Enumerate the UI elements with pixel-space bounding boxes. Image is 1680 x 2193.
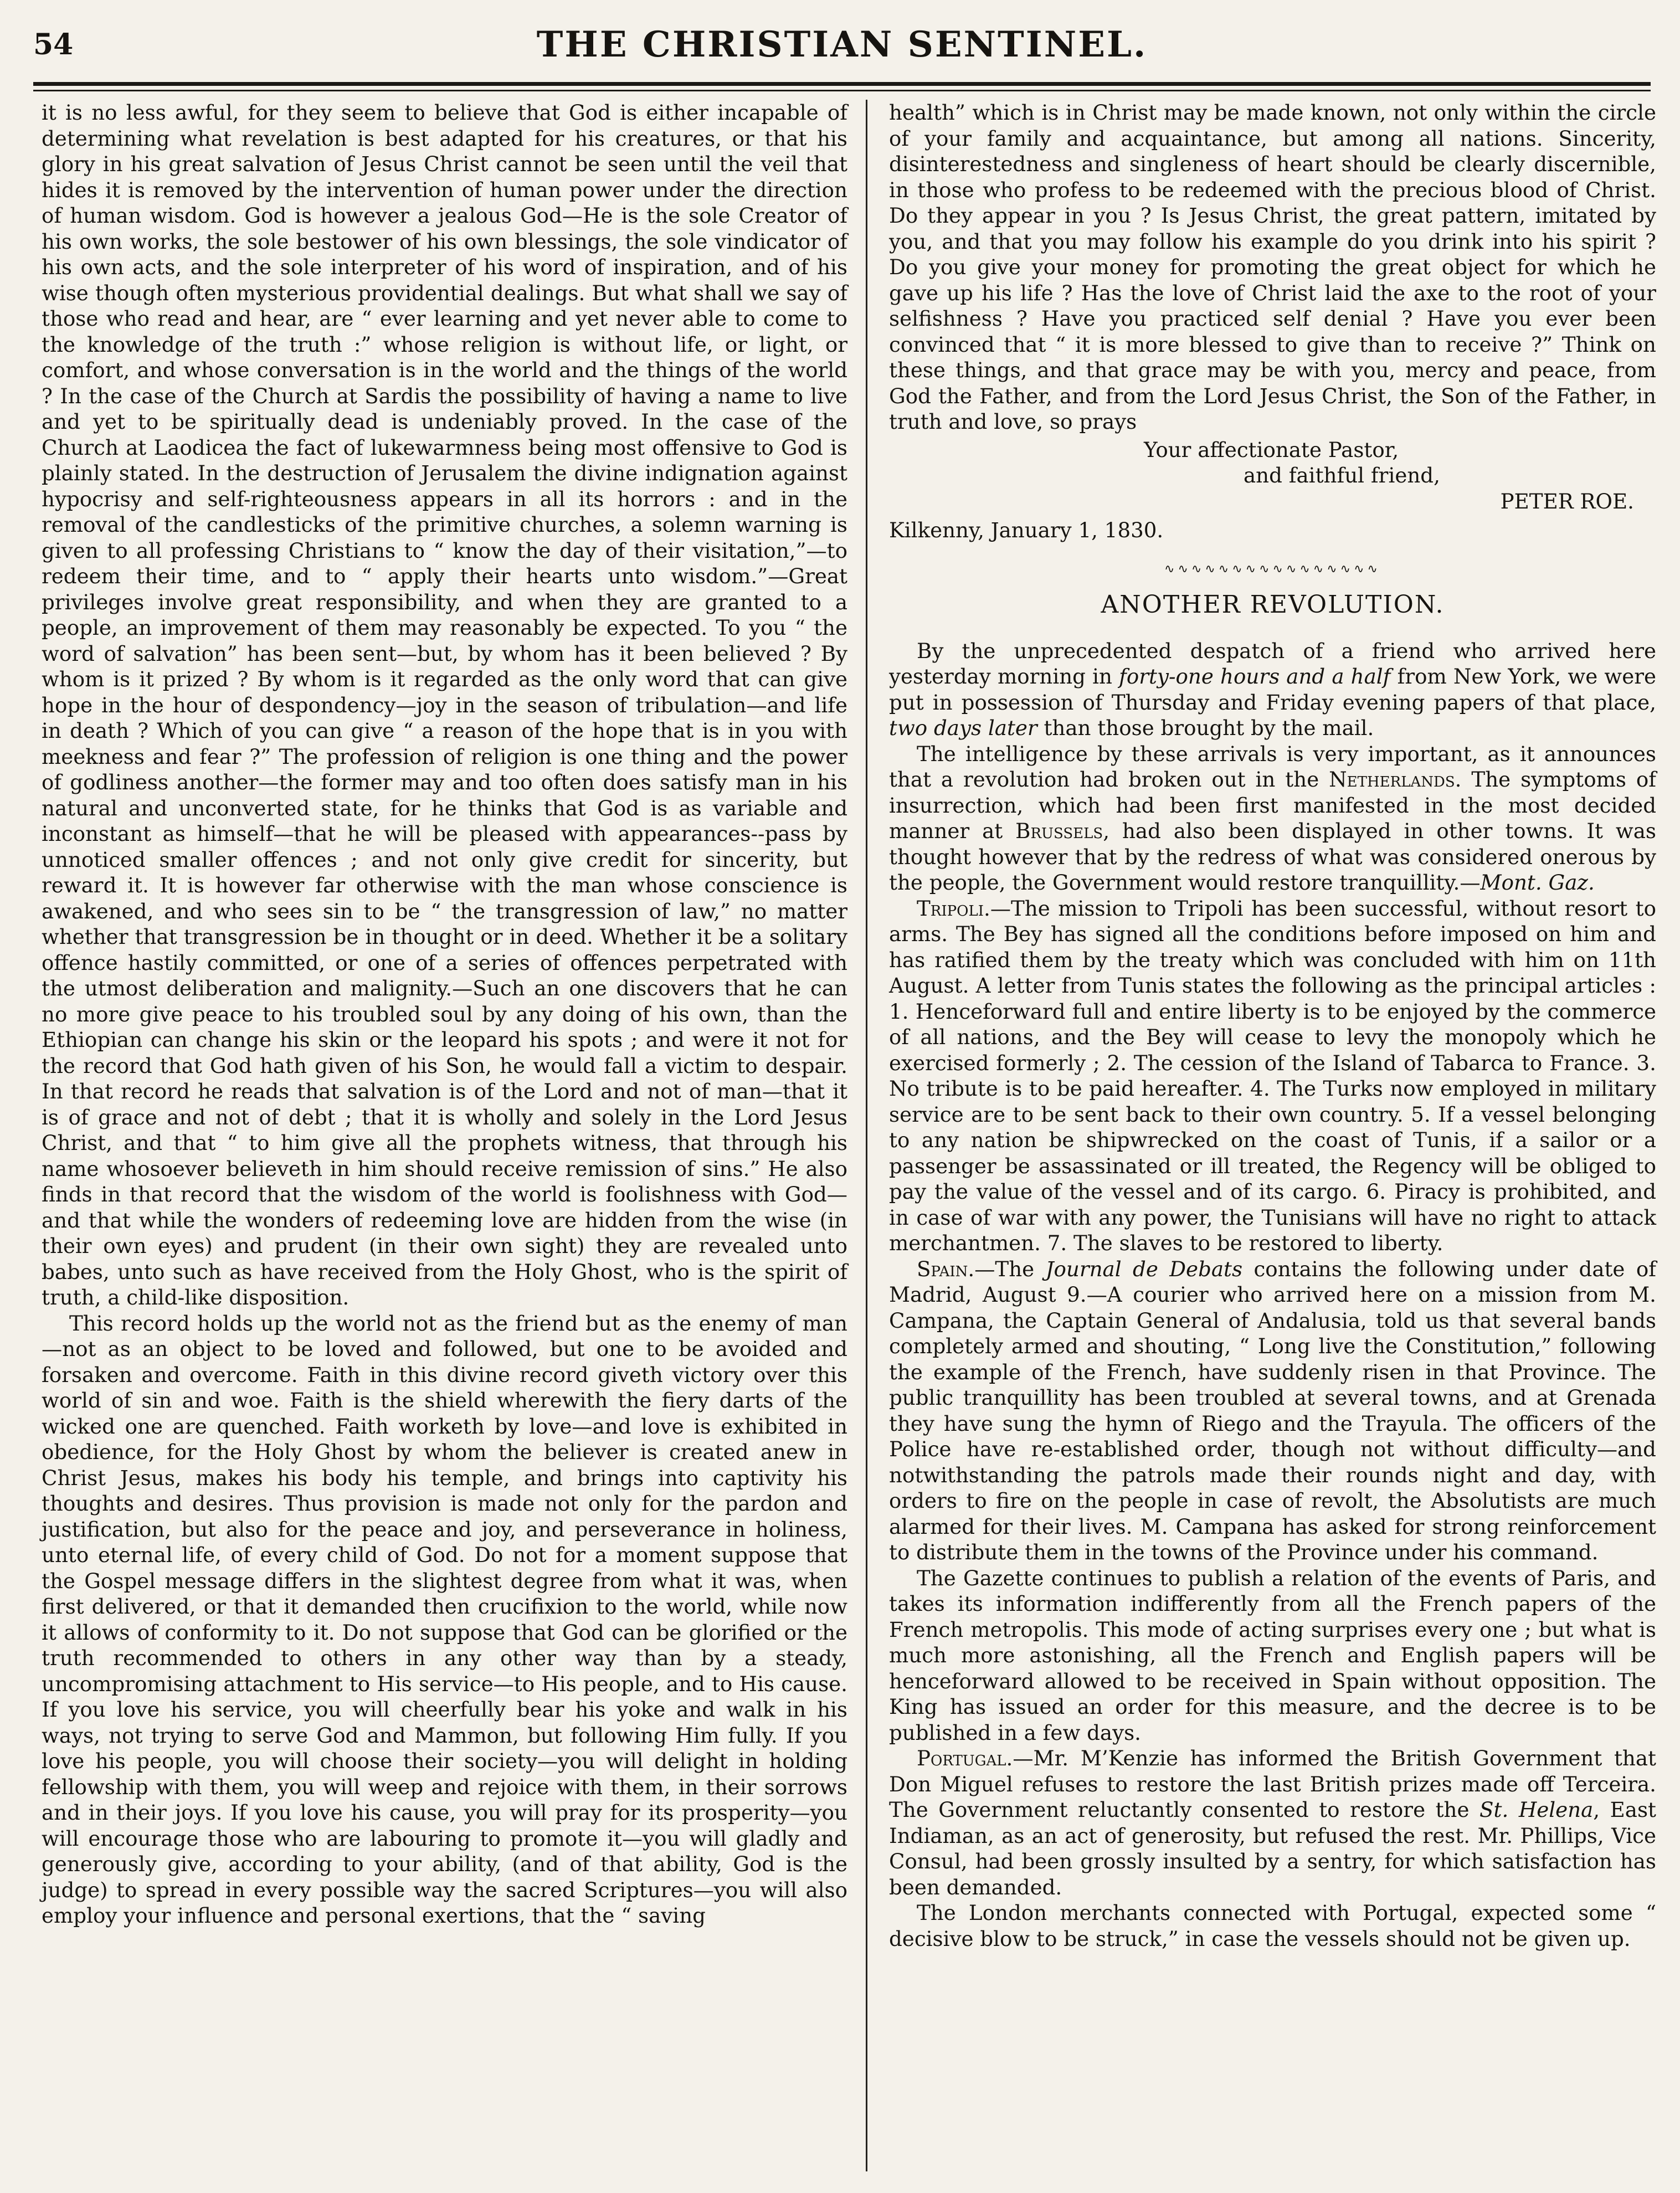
- letter-paragraph-2: This record holds up the world not as the friend but as the enemy of man—not as an object to be loved and followed, but one to be avoided and forsaken and overcome. Faith in this divine record giveth victory over this world of sin and woe. Faith is the shield wherewith the fiery darts of the wicked one are quenched. Faith worketh by love—and love is exhibited in obedience, for the Holy Ghost by whom the believer is created anew in Christ Jesus, makes his body his temple, and brings into captivity his thoughts and desires. Thus provision is made not only for the pardon and justification, but also for the peace and joy, and perseverance in holiness, unto eternal life, of every child of God. Do not for a moment suppose that the Gospel message differs in the slightest degree from what it was, when first delivered, or that it demanded then crucifixion to the world, while now it allows of conformity to it. Do not suppose that God can be glorified or the truth recommended to others in any other way than by a steady, uncompromising attachment to His service—to His people, and to His cause. If you love his service, you will cheerfully bear his yoke and walk in his ways, not trying to serve God and Mammon, but following Him fully. If you love his people, you will choose their society—you will delight in holding fellowship with them, you will weep and rejoice with them, in their sorrows and in their joys. If you love his cause, you will pray for its prosperity—you will encourage those who are labouring to promote it—you will gladly and generously give, according to your ability, (and of that ability, God is the judge) to spread in every possible way the sacred Scriptures—you will also employ your influence and personal exertions, that the “ saving: [42, 1311, 847, 1928]
- intro-emphasis-2: two days later: [889, 716, 1037, 740]
- page-number: 54: [33, 27, 74, 61]
- column-divider: [866, 100, 867, 2171]
- ship-name: St. Helena: [1479, 1797, 1594, 1822]
- header-thin-rule: [33, 90, 1651, 91]
- article-portugal: Portugal.—Mr. M’Kenzie has informed the British Government that Don Miguel refuses to restore the last British prizes made off Terceira. The Government reluctantly consented to restore the St. Helena, East Indiaman, as an act of generosity, but refused the rest. Mr. Phillips, Vice Consul, had been grossly insulted by a sentry, for which satisfaction has been demanded.: [889, 1746, 1656, 1899]
- article-spain: Spain.—The Journal de Debats contains the following under date of Madrid, August 9.—A courier who arrived here on a mission from M. Campana, the Captain General of Andalusia, told us that several bands completely armed and shouting, “ Long live the Constitution,” following the example of the French, have suddenly risen in that Province. The public tranquillity has been troubled at several towns, and at Grenada they have sung the hymn of Riego and the Trayula. The officers of the Police have re-established order, though not without difficulty—and notwithstanding the patrols made their rounds night and day, with orders to fire on the people in case of revolt, the Absolutists are much alarmed for their lives. M. Campana has asked for strong reinforcement to distribute them in the towns of the Province under his command.: [889, 1256, 1657, 1564]
- article-tripoli: Tripoli.—The mission to Tripoli has been successful, without resort to arms. The Bey has signed all the conditions before imposed on him and has ratified them by the treaty which was concluded with him on 11th August. A letter from Tunis states the following as the principal articles : 1. Henceforward full and entire liberty is to be enjoyed by the commerce of all nations, and the Bey will cease to levy the monopoly which he exercised formerly ; 2. The cession of the Island of Tabarca to France. 3. No tribute is to be paid hereafter. 4. The Turks now employed in military service are to be sent back to their own country. 5. If a vessel belonging to any nation be shipwrecked on the coast of Tunis, if a sailor or a passenger be assassinated or ill treated, the Regency will be obliged to pay the value of the vessel and of its cargo. 6. Piracy is prohibited, and in case of war with any power, the Tunisians will have no right to attack merchantmen. 7. The slaves to be restored to liberty.: [889, 896, 1656, 1255]
- section-title: ANOTHER REVOLUTION.: [1101, 590, 1445, 619]
- article-netherlands: The intelligence by these arrivals is very important, as it announces that a revolution had broken out in the Netherlands. The symptoms of insurrection, which had been first manifested in the most decided manner at Brussels, had also been displayed in other towns. It was thought however that by the redress of what was considered onerous by the people, the Government would restore tranquillity.—Mont. Gaz.: [889, 741, 1656, 895]
- dateline-spain: Spain: [917, 1256, 968, 1281]
- dateline-portugal: Portugal: [917, 1746, 1006, 1770]
- signature-closing: Your affectionate Pastor,: [1144, 437, 1399, 462]
- signature-closing-2: and faithful friend,: [1244, 463, 1440, 487]
- masthead-title: THE CHRISTIAN SENTINEL.: [536, 23, 1148, 65]
- page-header: [33, 17, 1651, 72]
- place-netherlands: Netherlands: [1329, 767, 1455, 792]
- left-column: [42, 100, 847, 1929]
- journal-name: Journal de Debats: [1045, 1256, 1243, 1281]
- signature-name: PETER ROE.: [1500, 489, 1634, 513]
- dateline: Kilkenny, January 1, 1830.: [889, 518, 1164, 542]
- place-brussels: Brussels: [1015, 819, 1103, 843]
- intro-emphasis-1: forty-one hours and a half: [1119, 664, 1391, 689]
- right-column: [889, 100, 1656, 1951]
- letter-continuation: health” which is in Christ may be made known, not only within the circle of your family and acquaintance, but among all nations. Sincerity, disinterestedness and singleness of heart should be clearly discernible, in those who profess to be redeemed with the precious blood of Christ. Do they appear in you ? Is Jesus Christ, the great pattern, imitated by you, and that you may follow his example do you drink into his spirit ? Do you give your money for promoting the great object for which he gave up his life ? Has the love of Christ laid the axe to the root of your selfishness ? Have you practiced self denial ? Have you ever been convinced that “ it is more blessed to give than to receive ?” Think on these things, and that grace may be with you, mercy and peace, from God the Father, and from the Lord Jesus Christ, the Son of the Father, in truth and love, so prays: [889, 100, 1656, 434]
- article-intro: By the unprecedented despatch of a friend who arrived here yesterday morning in forty-one hours and a half from New York, we were put in possession of Thursday and Friday evening papers of that place, two days later than those brought by the mail.: [889, 638, 1656, 740]
- article-london: The London merchants connected with Portugal, expected some “ decisive blow to be struck,” in case the vessels should not be given up.: [889, 1901, 1656, 1951]
- letter-paragraph-1: it is no less awful, for they seem to believe that God is either incapable of determining what revelation is best adapted for his creatures, or that his glory in his great salvation of Jesus Christ cannot be seen until the veil that hides it is removed by the intervention of human power under the direction of human wisdom. God is however a jealous God—He is the sole Creator of his own works, the sole bestower of his own blessings, the sole vindicator of his own acts, and the sole interpreter of his word of inspiration, and of his wise though often mysterious providential dealings. But what shall we say of those who read and hear, are “ ever learning and yet never able to come to the knowledge of the truth :” whose religion is without life, or light, or comfort, and whose conversation is in the world and the things of the world ? In the case of the Church at Sardis the possibility of having a name to live and yet to be spiritually dead is undeniably proved. In the case of the Church at Laodicea the fact of lukewarmness being most offensive to God is plainly stated. In the destruction of Jerusalem the divine indignation against hypocrisy and self-righteousness appears in all its horrors : and in the removal of the candlesticks of the primitive churches, a solemn warning is given to all professing Christians to “ know the day of their visitation,”—to redeem their time, and to “ apply their hearts unto wisdom.”—Great privileges involve great responsibility, and when they are granted to a people, an improvement of them may reasonably be expected. To you “ the word of salvation” has been sent—but, by whom has it been believed ? By whom is it prized ? By whom is it regarded as the only word that can give hope in the hour of despondency—joy in the season of tribulation—and life in death ? Which of you can give “ a reason of the hope that is in you with meekness and fear ?” The profession of religion is one thing and the power of godliness another—the former may and too often does satisfy man in his natural and unconverted state, for he thinks that God is as variable and inconstant as himself—that he will be pleased with appearances--pass by unnoticed smaller offences ; and not only give credit for sincerity, but reward it. It is however far otherwise with the man whose conscience is awakened, and who sees sin to be “ the transgression of law,” no matter whether that transgression be in thought or in deed. Whether it be a solitary offence hastily committed, or one of a series of offences perpetrated with the utmost deliberation and malignity.—Such an one discovers that he can no more give peace to his troubled soul by any doing of his own, than the Ethiopian can change his skin or the leopard his spots ; and were it not for the record that God hath given of his Son, he would fall a victim to despair. In that record he reads that salvation is of the Lord and not of man—that it is of grace and not of debt ; that it is wholly and solely in the Lord Jesus Christ, and that “ to him give all the prophets witness, that through his name whosoever believeth in him should receive remission of sins.” He also finds in that record that the wisdom of the world is foolishness with God— and that while the wonders of redeeming love are hidden from the wise (in their own eyes) and prudent (in their own sight) they are revealed unto babes, unto such as have received from the Holy Ghost, who is the spirit of truth, a child-like disposition.: [42, 100, 847, 1309]
- section-ornament: ∿∿∿∿∿∿∿∿∿∿∿∿∿∿∿∿: [1164, 562, 1381, 576]
- dateline-tripoli: Tripoli: [917, 896, 984, 921]
- header-thick-rule: [33, 82, 1651, 86]
- source-citation: Mont. Gaz.: [1480, 870, 1595, 895]
- article-gazette: The Gazette continues to publish a relation of the events of Paris, and takes its information indifferently from all the French papers of the French metropolis. This mode of acting surprises every one ; but what is much more astonishing, all the French and English papers will be henceforward allowed to be received in Spain without opposition. The King has issued an order for this measure, and the decree is to be published in a few days.: [889, 1565, 1656, 1745]
